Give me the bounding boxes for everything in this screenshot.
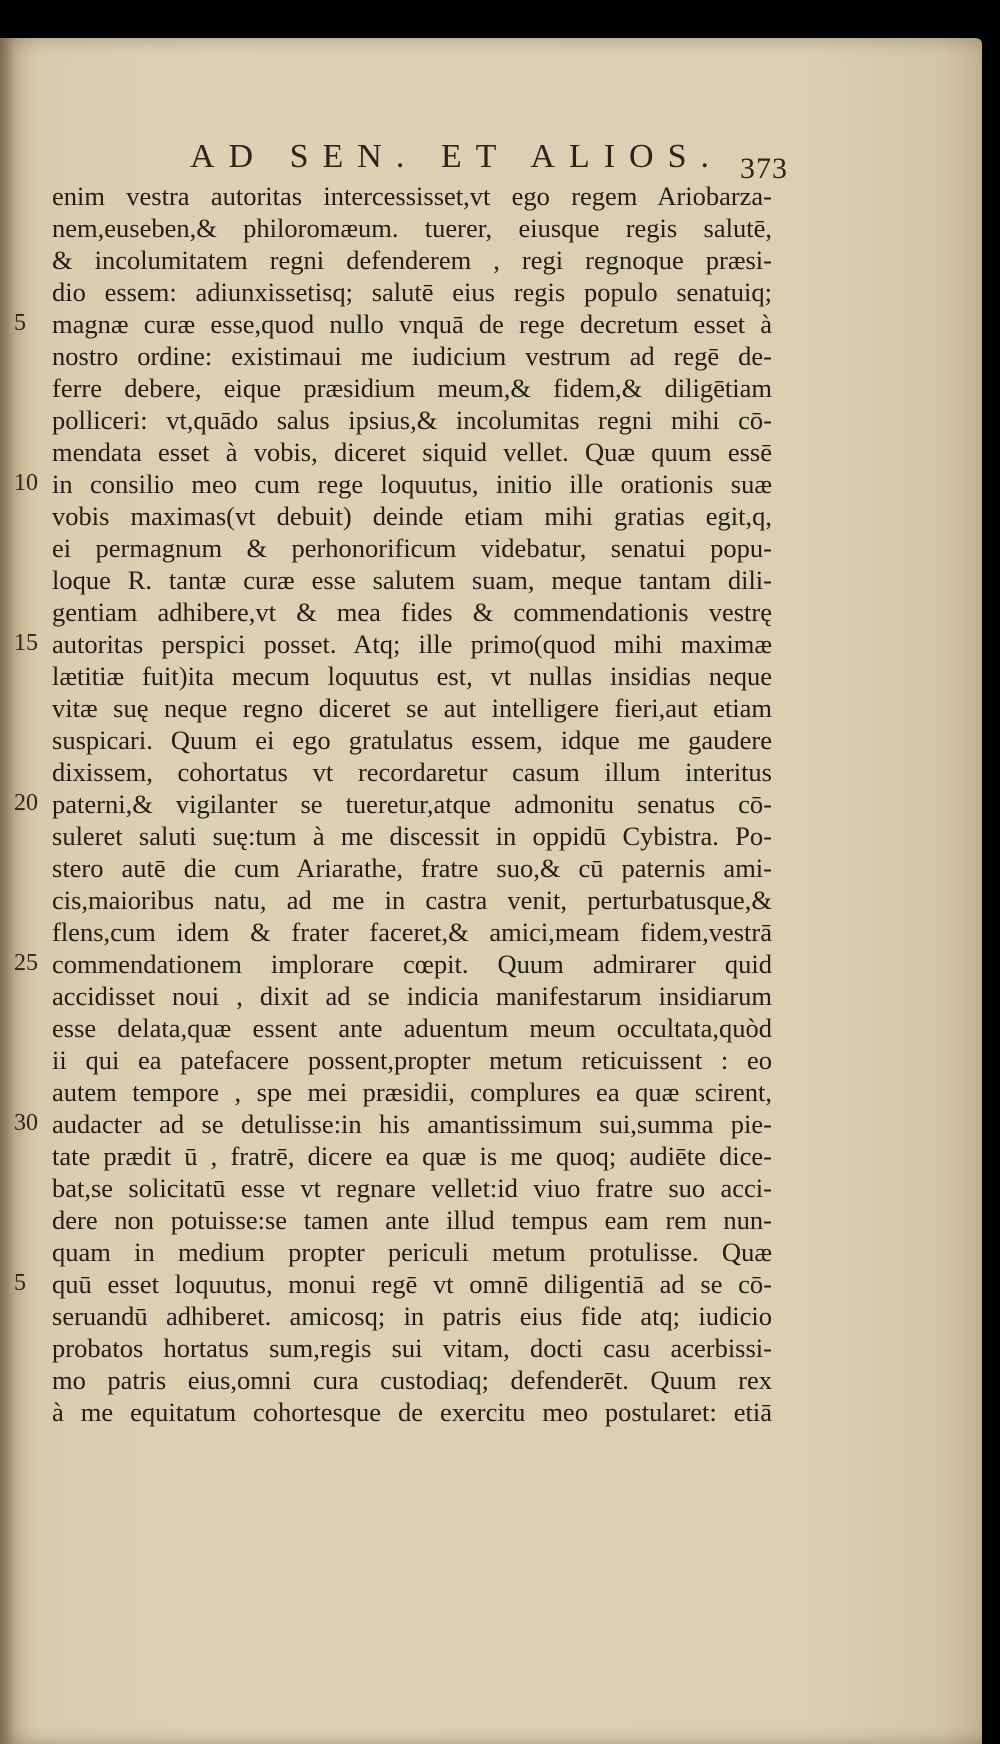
text-line: autoritas perspici posset. Atq; ille primo(quod mihi maximæ	[52, 629, 772, 659]
text-line: seruandū adhiberet. amicosq; in patris eius fide atq; iudicio	[52, 1301, 772, 1331]
text-line: quū esset loquutus, monui regē vt omnē diligentiā ad se cō-	[52, 1269, 772, 1299]
margin-line-number: 15	[14, 630, 38, 656]
text-line: loque R. tantæ curæ esse salutem suam, meque tantam dili-	[52, 565, 772, 595]
text-line: polliceri: vt,quādo salus ipsius,& incolumitas regni mihi cō-	[52, 405, 772, 435]
running-header: AD SEN. ET ALIOS.	[190, 138, 723, 175]
text-line: stero autē die cum Ariarathe, fratre suo,& cū paternis ami-	[52, 853, 772, 883]
text-line: mendata esset à vobis, diceret siquid vellet. Quæ quum essē	[52, 437, 772, 467]
margin-line-number: 25	[14, 950, 38, 976]
text-line: gentiam adhibere,vt & mea fides & commendationis vestrę	[52, 597, 772, 627]
margin-line-number: 10	[14, 470, 38, 496]
text-line: quam in medium propter periculi metum protulisse. Quæ	[52, 1237, 772, 1267]
text-line: tate prædit ū , fratrē, dicere ea quæ is me quoq; audiēte dice-	[52, 1141, 772, 1171]
text-line: paterni,& vigilanter se tueretur,atque admonitu senatus cō-	[52, 789, 772, 819]
text-line: ei permagnum & perhonorificum videbatur, senatui popu-	[52, 533, 772, 563]
text-line: probatos hortatus sum,regis sui vitam, docti casu acerbissi-	[52, 1333, 772, 1363]
text-line: magnæ curæ esse,quod nullo vnquā de rege decretum esset à	[52, 309, 772, 339]
text-line: dixissem, cohortatus vt recordaretur casum illum interitus	[52, 757, 772, 787]
text-line: mo patris eius,omni cura custodiaq; defenderēt. Quum rex	[52, 1365, 772, 1395]
text-line: nostro ordine: existimaui me iudicium vestrum ad regē de-	[52, 341, 772, 371]
margin-line-number: 30	[14, 1110, 38, 1136]
text-line: cis,maioribus natu, ad me in castra venit, perturbatusque,&	[52, 885, 772, 915]
book-page	[0, 38, 982, 1744]
text-line: bat,se solicitatū esse vt regnare vellet:id viuo fratre suo acci-	[52, 1173, 772, 1203]
text-line: accidisset noui , dixit ad se indicia manifestarum insidiarum	[52, 981, 772, 1011]
text-line: in consilio meo cum rege loquutus, initio ille orationis suæ	[52, 469, 772, 499]
text-line: à me equitatum cohortesque de exercitu meo postularet: etiā	[52, 1397, 772, 1427]
margin-line-number: 20	[14, 790, 38, 816]
text-line: dio essem: adiunxissetisq; salutē eius regis populo senatuiq;	[52, 277, 772, 307]
text-line: autem tempore , spe mei præsidii, complures ea quæ scirent,	[52, 1077, 772, 1107]
text-line: flens,cum idem & frater faceret,& amici,meam fidem,vestrā	[52, 917, 772, 947]
text-line: enim vestra autoritas intercessisset,vt ego regem Ariobarza-	[52, 181, 772, 211]
text-line: audacter ad se detulisse:in his amantissimum sui,summa pie-	[52, 1109, 772, 1139]
text-line: vitæ suę neque regno diceret se aut intelligere fieri,aut etiam	[52, 693, 772, 723]
text-line: & incolumitatem regni defenderem , regi regnoque præsi-	[52, 245, 772, 275]
text-line: suspicari. Quum ei ego gratulatus essem, idque me gaudere	[52, 725, 772, 755]
margin-line-number: 5	[14, 1270, 26, 1296]
text-line: vobis maximas(vt debuit) deinde etiam mihi gratias egit,q,	[52, 501, 772, 531]
folio-number: 373	[740, 152, 788, 185]
body-text	[0, 178, 982, 1518]
text-line: ferre debere, eique præsidium meum,& fidem,& diligētiam	[52, 373, 772, 403]
margin-line-number: 5	[14, 310, 26, 336]
text-line: dere non potuisse:se tamen ante illud tempus eam rem nun-	[52, 1205, 772, 1235]
text-line: ii qui ea patefacere possent,propter metum reticuissent : eo	[52, 1045, 772, 1075]
text-line: lætitiæ fuit)ita mecum loquutus est, vt nullas insidias neque	[52, 661, 772, 691]
text-line: commendationem implorare cœpit. Quum admirarer quid	[52, 949, 772, 979]
text-line: esse delata,quæ essent ante aduentum meum occultata,quòd	[52, 1013, 772, 1043]
text-line: suleret saluti suę:tum à me discessit in oppidū Cybistra. Po-	[52, 821, 772, 851]
text-line: nem,euseben,& philoromæum. tuerer, eiusque regis salutē,	[52, 213, 772, 243]
